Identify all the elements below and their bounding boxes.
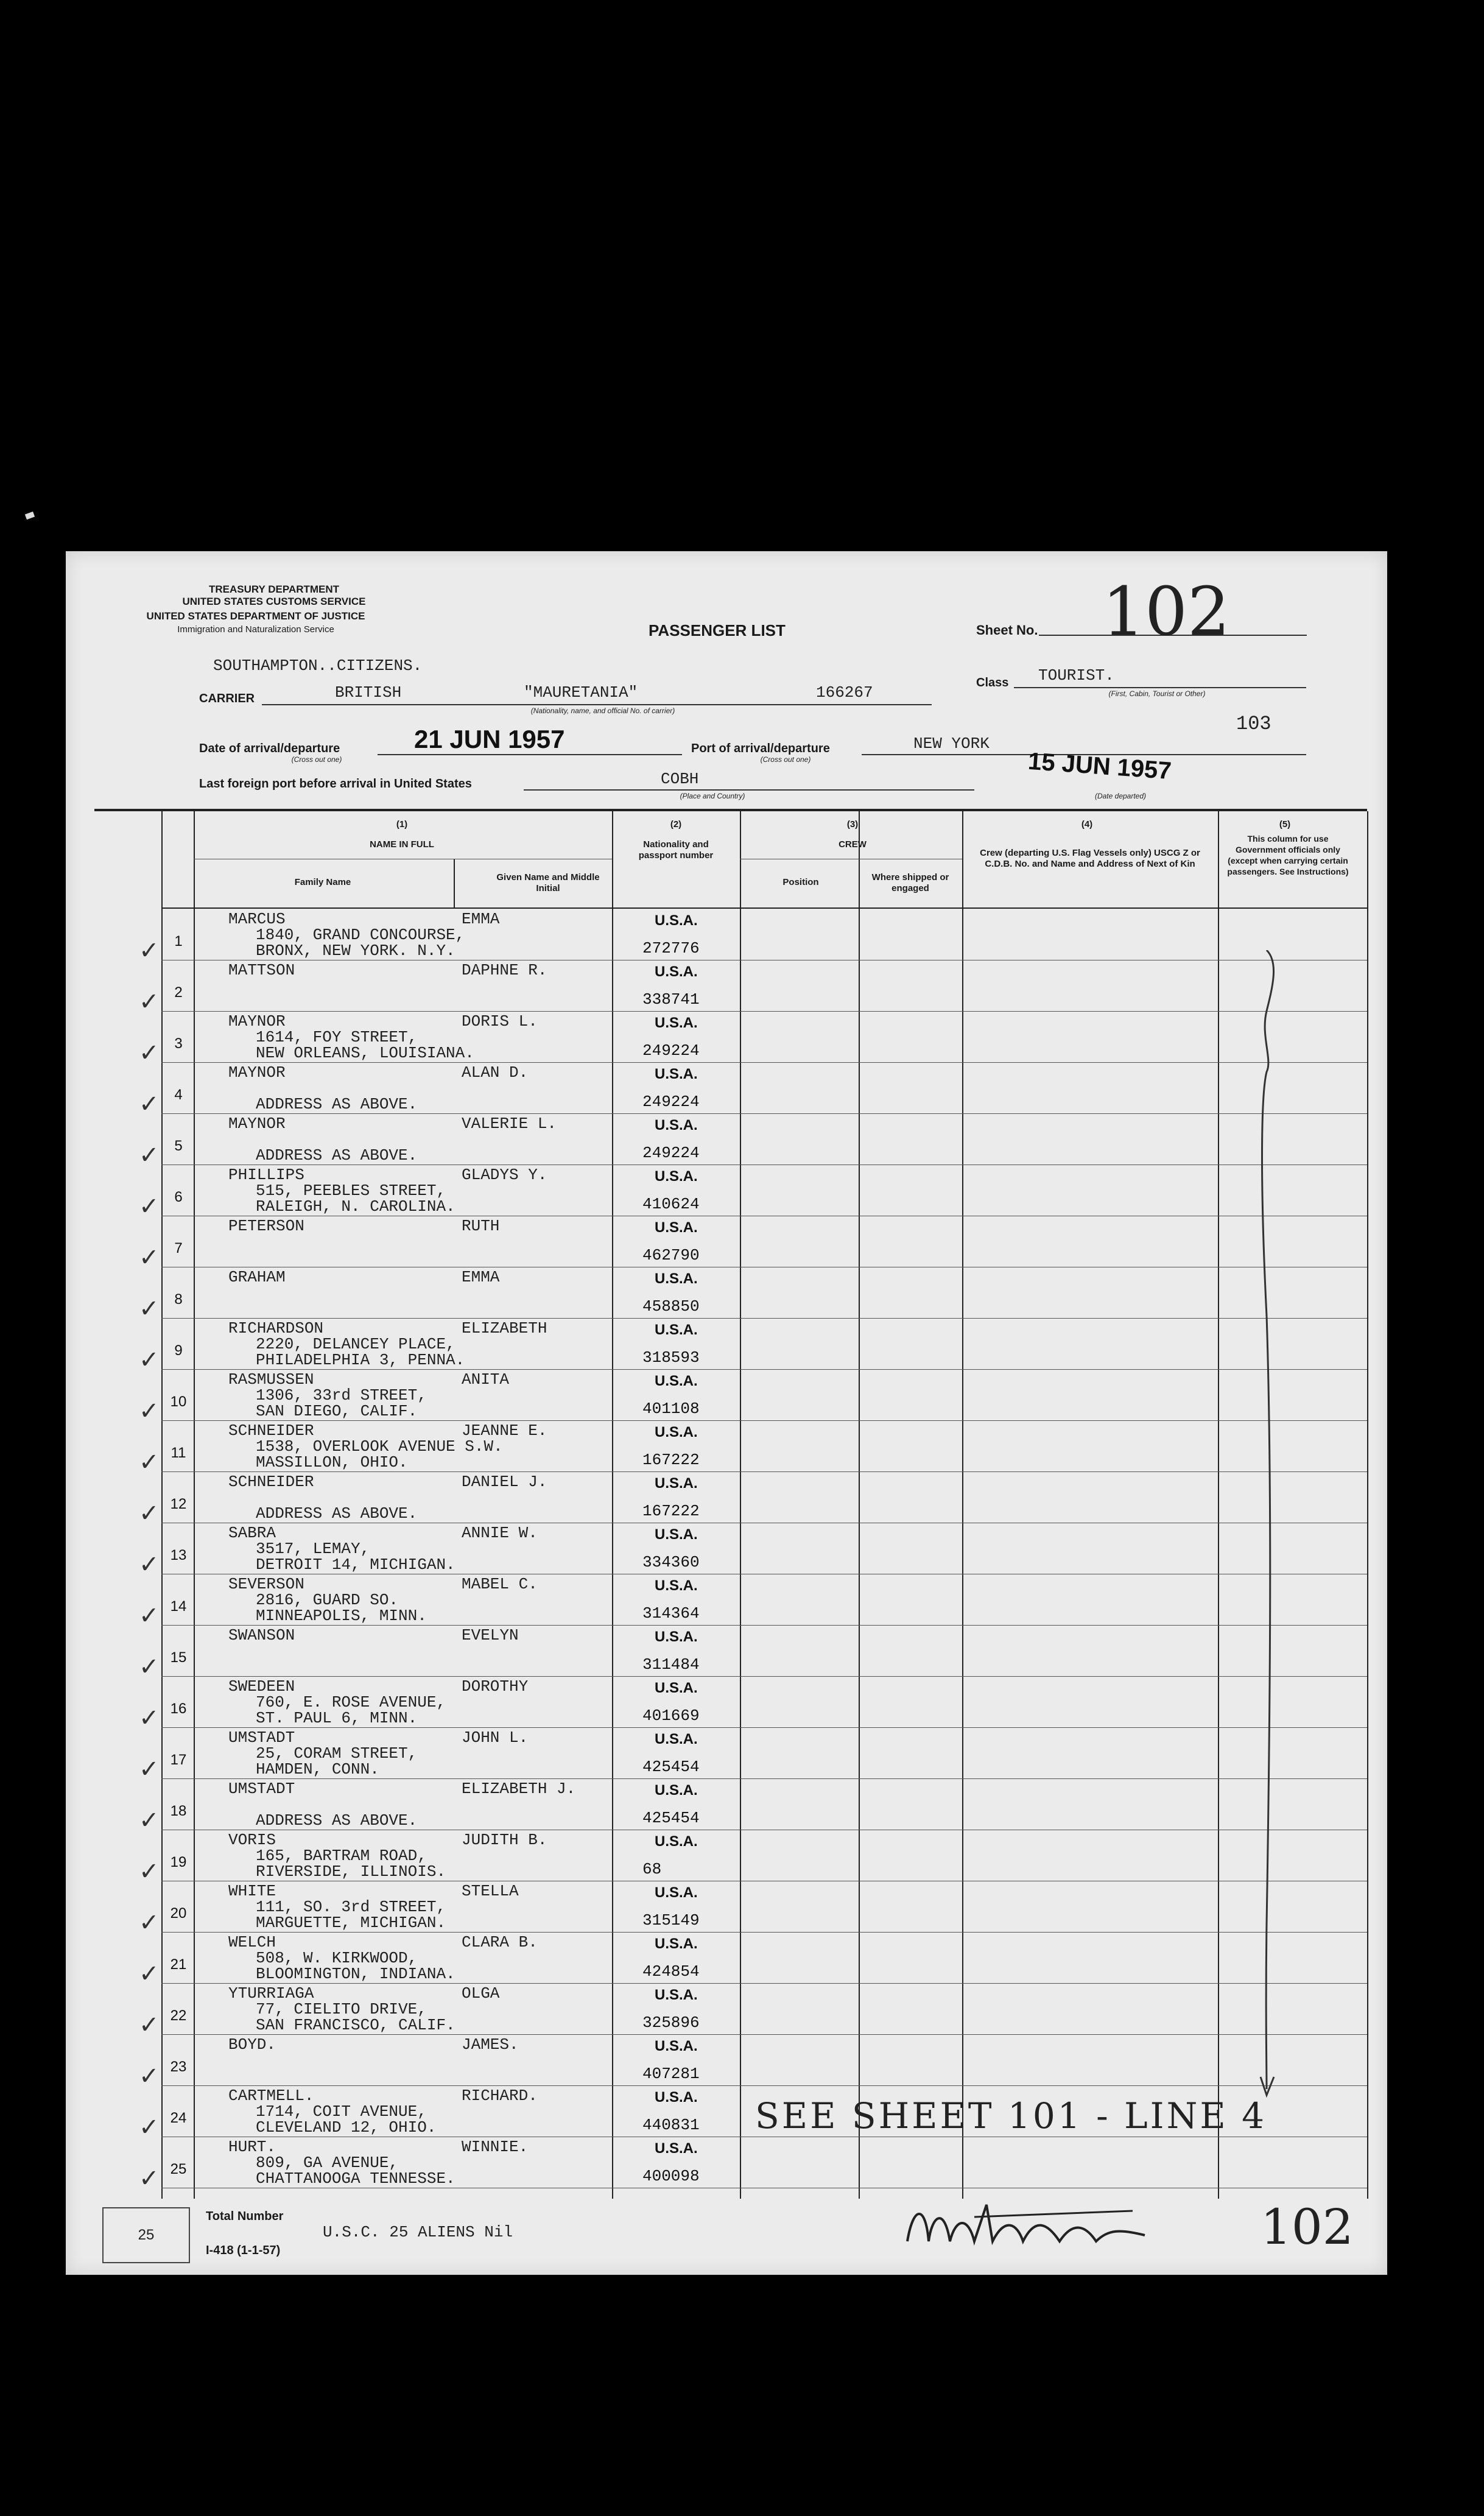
- nationality: U.S.A.: [655, 1424, 698, 1440]
- sheet-number: 102: [1102, 573, 1230, 650]
- nationality: U.S.A.: [655, 964, 698, 980]
- nationality: U.S.A.: [655, 1270, 698, 1287]
- given-name: CLARA B.: [462, 1933, 538, 1951]
- given-name: JOHN L.: [462, 1728, 529, 1747]
- address-line-2: RIVERSIDE, ILLINOIS.: [256, 1862, 446, 1881]
- col-position-header: Position: [782, 877, 819, 887]
- address-line-2: PHILADELPHIA 3, PENNA.: [256, 1351, 465, 1369]
- given-name: DAPHNE R.: [462, 961, 547, 979]
- address-line-2: CHATTANOOGA TENNESSE.: [256, 2169, 455, 2188]
- row-check-mark: ✓: [139, 1397, 160, 1425]
- given-name: DOROTHY: [462, 1677, 529, 1696]
- family-name: WELCH: [228, 1933, 276, 1951]
- agency-line-3: UNITED STATES DEPARTMENT OF JUSTICE: [146, 610, 365, 622]
- row-number: 14: [170, 1598, 187, 1615]
- row-number: 12: [170, 1496, 187, 1512]
- address-line-1: 25, CORAM STREET,: [256, 1744, 418, 1763]
- row-check-mark: ✓: [139, 937, 160, 965]
- date-departed-caption: (Date departed): [1094, 792, 1147, 800]
- passport-number: 314364: [642, 1604, 700, 1623]
- nationality: U.S.A.: [655, 1782, 698, 1799]
- row-check-mark: ✓: [139, 1346, 160, 1374]
- row-check-mark: ✓: [139, 1193, 160, 1221]
- given-name: ELIZABETH J.: [462, 1780, 576, 1798]
- family-name: WHITE: [228, 1882, 276, 1900]
- row-number: 19: [170, 1854, 187, 1870]
- address-line-2: HAMDEN, CONN.: [256, 1760, 379, 1778]
- row-divider: [161, 1676, 1367, 1677]
- row-divider: [161, 1318, 1367, 1319]
- row-number: 8: [174, 1291, 183, 1308]
- address-line-1: 77, CIELITO DRIVE,: [256, 2000, 427, 2018]
- row-number: 16: [170, 1700, 187, 1717]
- carrier-nationality: BRITISH: [335, 683, 402, 702]
- col4-title: Crew (departing U.S. Flag Vessels only) USCG Z or C.D.B. No. and Name and Address of Next of Kin: [980, 848, 1200, 869]
- row-check-mark: ✓: [139, 1602, 160, 1630]
- address-line-2: ADDRESS AS ABOVE.: [256, 1504, 418, 1523]
- address-line-1: 111, SO. 3rd STREET,: [256, 1898, 446, 1916]
- agency-line-2: UNITED STATES CUSTOMS SERVICE: [182, 596, 366, 607]
- row-number: 5: [174, 1138, 183, 1154]
- nationality: U.S.A.: [655, 2089, 698, 2105]
- address-line-1: 515, PEEBLES STREET,: [256, 1182, 446, 1200]
- nationality: U.S.A.: [655, 1987, 698, 2003]
- row-number: 10: [170, 1394, 187, 1410]
- family-name: SWANSON: [228, 1626, 295, 1644]
- row-check-mark: ✓: [139, 2165, 160, 2193]
- col3-number: (3): [846, 819, 859, 830]
- row-divider: [161, 1113, 1367, 1114]
- nationality: U.S.A.: [655, 1680, 698, 1696]
- given-name: JUDITH B.: [462, 1831, 547, 1849]
- address-line-2: MASSILLON, OHIO.: [256, 1453, 408, 1471]
- nationality: U.S.A.: [655, 1577, 698, 1594]
- given-name: MABEL C.: [462, 1575, 538, 1593]
- address-line-1: 1306, 33rd STREET,: [256, 1386, 427, 1404]
- given-name: EMMA: [462, 1268, 500, 1286]
- row-check-mark: ✓: [139, 1704, 160, 1732]
- col2-number: (2): [670, 819, 682, 830]
- address-line-1: 1614, FOY STREET,: [256, 1028, 418, 1046]
- total-number-label: Total Number: [206, 2210, 284, 2223]
- given-name: ANNIE W.: [462, 1524, 538, 1542]
- nationality: U.S.A.: [655, 1526, 698, 1543]
- passport-number: 249224: [642, 1041, 700, 1060]
- family-name: UMSTADT: [228, 1780, 295, 1798]
- nationality: U.S.A.: [655, 1936, 698, 1952]
- class-value: TOURIST.: [1038, 666, 1114, 685]
- grid-vline-num-col: [194, 811, 195, 2199]
- family-name: BOYD.: [228, 2035, 276, 2054]
- passport-number: 318593: [642, 1348, 700, 1367]
- given-name: EMMA: [462, 910, 500, 928]
- table-top-border: [94, 809, 1367, 811]
- address-line-1: 760, E. ROSE AVENUE,: [256, 1693, 446, 1711]
- passport-number: 424854: [642, 1962, 700, 1981]
- address-line-2: NEW ORLEANS, LOUISIANA.: [256, 1044, 474, 1062]
- row-number: 18: [170, 1803, 187, 1819]
- passport-number: 272776: [642, 939, 700, 957]
- family-name: CARTMELL.: [228, 2087, 314, 2105]
- nationality: U.S.A.: [655, 1015, 698, 1031]
- summary-stamp: U.S.C. 25 ALIENS Nil: [323, 2223, 513, 2241]
- family-name: MATTSON: [228, 961, 295, 979]
- given-name: DORIS L.: [462, 1012, 538, 1031]
- address-line-2: BRONX, NEW YORK. N.Y.: [256, 942, 455, 960]
- row-number: 20: [170, 1905, 187, 1922]
- family-name: SCHNEIDER: [228, 1473, 314, 1491]
- row-check-mark: ✓: [139, 1551, 160, 1579]
- given-name: STELLA: [462, 1882, 519, 1900]
- row-divider: [161, 1778, 1367, 1779]
- row-check-mark: ✓: [139, 2113, 160, 2141]
- row-number: 9: [174, 1342, 183, 1359]
- row-check-mark: ✓: [139, 1039, 160, 1067]
- last-port-label: Last foreign port before arrival in United States: [199, 777, 472, 791]
- given-name: DANIEL J.: [462, 1473, 547, 1491]
- passport-number: 167222: [642, 1502, 700, 1520]
- address-line-2: ADDRESS AS ABOVE.: [256, 1811, 418, 1830]
- row-check-mark: ✓: [139, 1141, 160, 1169]
- date-departed: 15 JUN 1957: [1027, 747, 1173, 785]
- nationality: U.S.A.: [655, 1066, 698, 1082]
- passport-number: 167222: [642, 1451, 700, 1469]
- arrival-underline: [378, 754, 682, 755]
- grid-vline-left-margin: [161, 811, 163, 2199]
- given-name: ELIZABETH: [462, 1319, 547, 1337]
- film-speck: [25, 512, 35, 520]
- row-divider: [161, 2085, 1367, 2086]
- col1-title: NAME IN FULL: [370, 839, 434, 850]
- family-name: MAYNOR: [228, 1063, 286, 1082]
- address-line-1: 2220, DELANCEY PLACE,: [256, 1335, 455, 1353]
- row-check-mark: ✓: [139, 1806, 160, 1834]
- grid-header-bottom: [161, 907, 1367, 909]
- class-caption: (First, Cabin, Tourist or Other): [1108, 689, 1206, 698]
- family-name: UMSTADT: [228, 1728, 295, 1747]
- address-line-2: RALEIGH, N. CAROLINA.: [256, 1197, 455, 1216]
- row-number: 2: [174, 984, 183, 1001]
- family-name: SCHNEIDER: [228, 1422, 314, 1440]
- carrier-name: "MAURETANIA": [524, 683, 638, 702]
- passport-number: 249224: [642, 1144, 700, 1162]
- address-line-2: SAN FRANCISCO, CALIF.: [256, 2016, 455, 2034]
- nationality: U.S.A.: [655, 1373, 698, 1389]
- row-check-mark: ✓: [139, 1755, 160, 1783]
- row-check-mark: ✓: [139, 1653, 160, 1681]
- row-number: 11: [171, 1445, 186, 1461]
- nationality: U.S.A.: [655, 1833, 698, 1850]
- row-divider: [161, 1983, 1367, 1984]
- form-number: I-418 (1-1-57): [206, 2244, 281, 2257]
- col-family-header: Family Name: [294, 877, 351, 887]
- family-name: MARCUS: [228, 910, 286, 928]
- port-label: Port of arrival/departure: [691, 742, 830, 755]
- row-check-mark: ✓: [139, 1244, 160, 1272]
- passport-number: 425454: [642, 1809, 700, 1827]
- address-line-1: 165, BARTRAM ROAD,: [256, 1847, 427, 1865]
- row-divider: [161, 1471, 1367, 1472]
- row-check-mark: ✓: [139, 2011, 160, 2039]
- row-divider: [161, 1062, 1367, 1063]
- family-name: MAYNOR: [228, 1012, 286, 1031]
- nationality: U.S.A.: [655, 1117, 698, 1133]
- col-given-header: Given Name and Middle Initial: [496, 872, 600, 893]
- row-check-mark: ✓: [139, 1295, 160, 1323]
- address-line-1: 508, W. KIRKWOOD,: [256, 1949, 418, 1967]
- row-check-mark: ✓: [139, 1960, 160, 1988]
- arrival-label: Date of arrival/departure: [199, 742, 340, 755]
- address-line-2: MINNEAPOLIS, MINN.: [256, 1607, 427, 1625]
- carrier-number: 166267: [816, 683, 873, 702]
- carrier-label: CARRIER: [199, 692, 255, 705]
- row-divider: [161, 1369, 1367, 1370]
- row-check-mark: ✓: [139, 988, 160, 1016]
- passport-number: 401108: [642, 1400, 700, 1418]
- passport-number: 407281: [642, 2065, 700, 2083]
- col5-title: This column for use Government officials only (except when carrying certain passengers. See Instructions): [1227, 834, 1349, 876]
- see-sheet-note: SEE SHEET 101 - LINE 4: [755, 2095, 1267, 2137]
- given-name: EVELYN: [462, 1626, 519, 1644]
- row-number: 22: [170, 2007, 187, 2024]
- col4-number: (4): [1081, 819, 1093, 830]
- row-divider: [161, 1932, 1367, 1933]
- nationality: U.S.A.: [655, 1475, 698, 1492]
- col2-title: Nationality and passport number: [638, 839, 714, 861]
- row-check-mark: ✓: [139, 1909, 160, 1937]
- given-name: WINNIE.: [462, 2138, 529, 2156]
- row-number: 7: [174, 1240, 183, 1256]
- col3-title: CREW: [839, 839, 867, 850]
- family-name: MAYNOR: [228, 1115, 286, 1133]
- last-port-underline: [524, 789, 974, 791]
- nationality: U.S.A.: [655, 912, 698, 929]
- extra-number: 103: [1236, 713, 1271, 735]
- nationality: U.S.A.: [655, 1731, 698, 1747]
- row-divider: [161, 1625, 1367, 1626]
- last-port-caption: (Place and Country): [680, 792, 745, 800]
- given-name: JAMES.: [462, 2035, 519, 2054]
- given-name: JEANNE E.: [462, 1422, 547, 1440]
- family-name: YTURRIAGA: [228, 1984, 314, 2003]
- nationality: U.S.A.: [655, 1168, 698, 1185]
- grid-vline-name-natl: [612, 811, 613, 2199]
- nationality: U.S.A.: [655, 1629, 698, 1645]
- address-line-2: DETROIT 14, MICHIGAN.: [256, 1556, 455, 1574]
- passport-number: 400098: [642, 2167, 700, 2185]
- class-label: Class: [976, 676, 1009, 689]
- passport-number: 458850: [642, 1297, 700, 1316]
- given-name: VALERIE L.: [462, 1115, 557, 1133]
- nationality: U.S.A.: [655, 1884, 698, 1901]
- passport-number: 401669: [642, 1707, 700, 1725]
- agency-line-1: TREASURY DEPARTMENT: [208, 583, 340, 595]
- row-divider: [161, 2034, 1367, 2035]
- family-name: RICHARDSON: [228, 1319, 324, 1337]
- right-margin-bracket: [1254, 950, 1328, 2107]
- carrier-underline: [262, 704, 932, 705]
- carrier-caption: (Nationality, name, and official No. of carrier): [530, 707, 675, 715]
- address-line-2: ADDRESS AS ABOVE.: [256, 1146, 418, 1165]
- col-shipped-header: Where shipped or engaged: [871, 872, 949, 893]
- address-line-2: MARGUETTE, MICHIGAN.: [256, 1914, 446, 1932]
- passport-number: 410624: [642, 1195, 700, 1213]
- family-name: GRAHAM: [228, 1268, 286, 1286]
- family-name: SEVERSON: [228, 1575, 304, 1593]
- passport-number: 249224: [642, 1093, 700, 1111]
- passport-number: 311484: [642, 1655, 700, 1674]
- grid-vline-right-border: [1367, 811, 1368, 2199]
- row-divider: [161, 1420, 1367, 1421]
- sheet-label: Sheet No.: [976, 622, 1038, 638]
- family-name: SABRA: [228, 1524, 276, 1542]
- grid-vline-crew-col4: [962, 811, 963, 2199]
- agency-line-4: Immigration and Naturalization Service: [177, 624, 334, 635]
- row-number: 25: [170, 2161, 187, 2177]
- family-name: PHILLIPS: [228, 1166, 304, 1184]
- address-line-2: ST. PAUL 6, MINN.: [256, 1709, 418, 1727]
- row-number: 13: [170, 1547, 187, 1563]
- class-underline: [1014, 687, 1306, 688]
- signature-number: 102: [1261, 2199, 1354, 2255]
- passport-number: 68: [642, 1860, 662, 1878]
- passport-number: 425454: [642, 1758, 700, 1776]
- row-check-mark: ✓: [139, 1499, 160, 1528]
- address-line-1: 809, GA AVENUE,: [256, 2154, 399, 2172]
- address-line-1: 3517, LEMAY,: [256, 1540, 370, 1558]
- row-check-mark: ✓: [139, 1090, 160, 1118]
- row-number: 3: [174, 1035, 183, 1052]
- given-name: ALAN D.: [462, 1063, 529, 1082]
- grid-vline-natl-crew: [740, 811, 741, 2199]
- row-check-mark: ✓: [139, 1858, 160, 1886]
- family-name: SWEDEEN: [228, 1677, 295, 1696]
- row-check-mark: ✓: [139, 2062, 160, 2090]
- page-title: PASSENGER LIST: [649, 621, 786, 640]
- address-line-1: 1840, GRAND CONCOURSE,: [256, 926, 465, 944]
- total-number-box: 25: [102, 2207, 190, 2263]
- address-line-2: ADDRESS AS ABOVE.: [256, 1095, 418, 1113]
- address-line-2: BLOOMINGTON, INDIANA.: [256, 1965, 455, 1983]
- given-name: RUTH: [462, 1217, 500, 1235]
- family-name: RASMUSSEN: [228, 1370, 314, 1389]
- grid-vline-family-given: [454, 859, 455, 907]
- family-name: VORIS: [228, 1831, 276, 1849]
- row-number: 17: [170, 1752, 187, 1768]
- row-number: 21: [170, 1956, 187, 1973]
- port-stamp: SOUTHAMPTON..CITIZENS.: [213, 657, 423, 675]
- row-divider: [161, 1727, 1367, 1728]
- address-line-2: SAN DIEGO, CALIF.: [256, 1402, 418, 1420]
- passport-number: 440831: [642, 2116, 700, 2134]
- passport-number: 462790: [642, 1246, 700, 1264]
- nationality: U.S.A.: [655, 2038, 698, 2054]
- grid-vline-col4-col5: [1218, 811, 1219, 2199]
- last-port-value: COBH: [661, 770, 699, 788]
- row-check-mark: ✓: [139, 1448, 160, 1476]
- row-number: 1: [174, 933, 183, 950]
- handwritten-signature: [901, 2180, 1157, 2266]
- passport-number: 334360: [642, 1553, 700, 1571]
- arrival-date: 21 JUN 1957: [414, 725, 565, 753]
- nationality: U.S.A.: [655, 1322, 698, 1338]
- row-number: 6: [174, 1189, 183, 1205]
- given-name: RICHARD.: [462, 2087, 538, 2105]
- given-name: OLGA: [462, 1984, 500, 2003]
- nationality: U.S.A.: [655, 1219, 698, 1236]
- address-line-1: 1538, OVERLOOK AVENUE S.W.: [256, 1437, 503, 1456]
- arrival-caption: (Cross out one): [291, 755, 342, 764]
- col5-number: (5): [1279, 819, 1291, 830]
- row-divider: [161, 1011, 1367, 1012]
- port-value: NEW YORK: [913, 735, 990, 753]
- family-name: PETERSON: [228, 1217, 304, 1235]
- row-number: 4: [174, 1087, 183, 1103]
- col1-number: (1): [396, 819, 408, 830]
- nationality: U.S.A.: [655, 2140, 698, 2157]
- address-line-1: 1714, COIT AVENUE,: [256, 2102, 427, 2121]
- given-name: ANITA: [462, 1370, 510, 1389]
- address-line-2: CLEVELAND 12, OHIO.: [256, 2118, 437, 2137]
- port-caption: (Cross out one): [760, 755, 811, 764]
- row-number: 15: [170, 1649, 187, 1666]
- row-number: 24: [170, 2110, 187, 2126]
- grid-vline-crew-split: [859, 811, 860, 2199]
- address-line-1: 2816, GUARD SO.: [256, 1591, 399, 1609]
- passport-number: 338741: [642, 990, 700, 1009]
- family-name: HURT.: [228, 2138, 276, 2156]
- passport-number: 315149: [642, 1911, 700, 1929]
- row-number: 23: [170, 2059, 187, 2075]
- passport-number: 325896: [642, 2014, 700, 2032]
- given-name: GLADYS Y.: [462, 1166, 547, 1184]
